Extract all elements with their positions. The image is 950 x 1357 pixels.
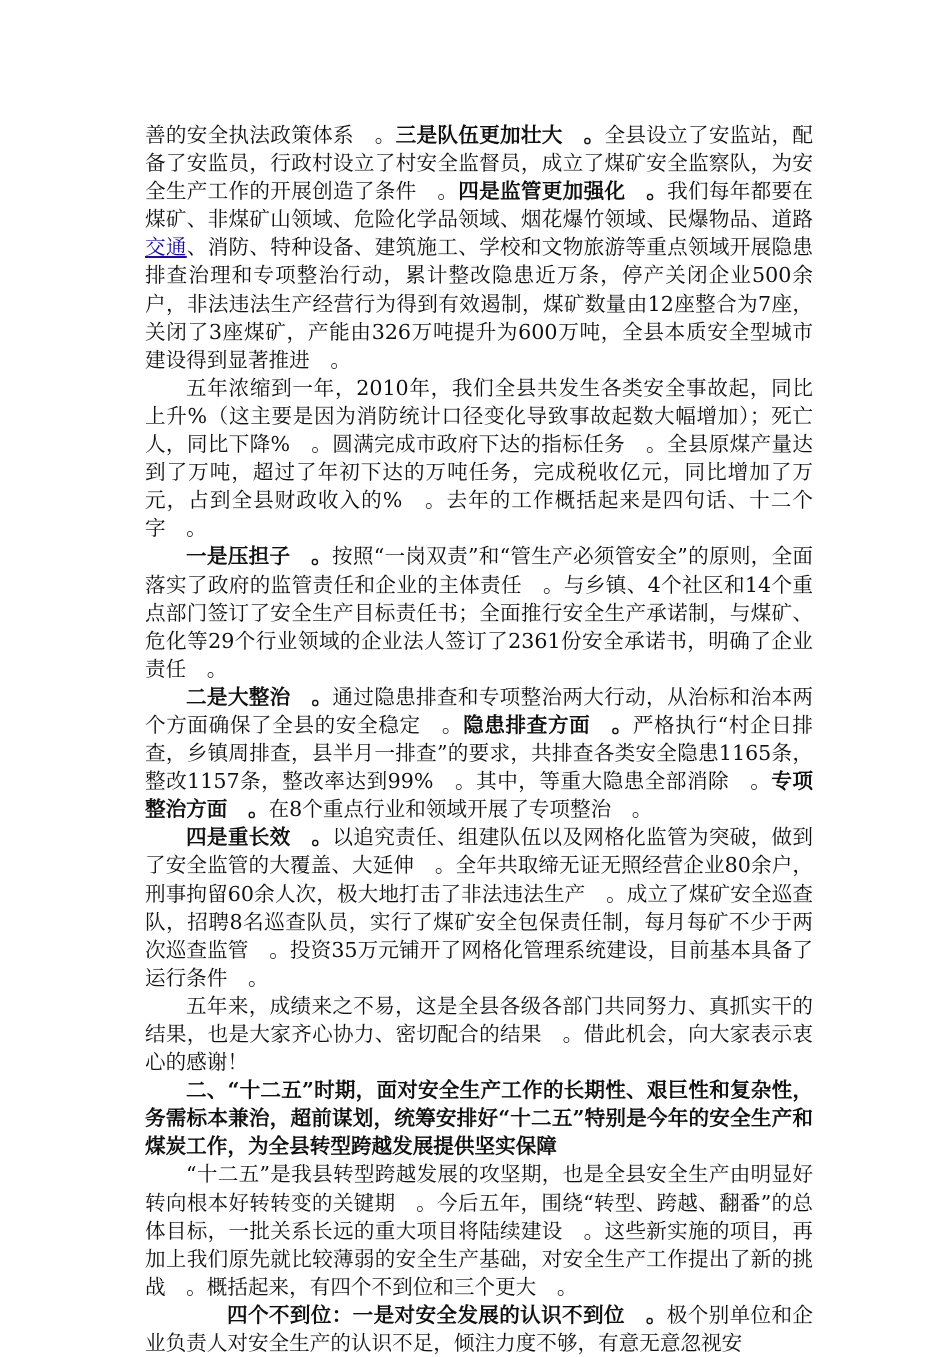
heading-run: 一是压担子 。 xyxy=(186,544,333,569)
text-run: 五年浓缩到一年，2010年，我们全县共发生各类安全事故起，同比上升%（这主要是因为消防统计口径变化导致事故起数大幅增加）；死亡人，同比下降% 。圆满完成市政府下达的指标任务 。全县原煤产量达到了万吨，超过了年初下达的万吨任务，完成税收亿元，同比增加了万元，占到全县财政收入的% 。去年的工作概括起来是四句话、十二个字 。 xyxy=(145,375,813,541)
text-run: 五年来，成绩来之不易，这是全县各级各部门共同努力、真抓实干的结果，也是大家齐心协力、密切配合的结果 。借此机会，向大家表示衷心的感谢！ xyxy=(145,993,813,1075)
text-run: 以追究责任、组建队伍以及网格化监管为突破，做到了安全监管的大覆盖、大延伸 。全年共取缔无证无照经营企业80余户，刑事拘留60余人次，极大地打击了非法违法生产 。成立了煤矿安全巡查队，招聘8名巡查队员，实行了煤矿安全包保责任制，每月每矿不少于两次巡查监管 。投资35万元铺开了网格化管理系统建设，目前基本具备了运行条件 。 xyxy=(145,825,813,990)
paragraph-9 xyxy=(145,1301,813,1357)
heading-run: 专项整治方面 。 xyxy=(145,769,813,822)
text-run: 极个别单位和企业负责人对安全生产的认识不足，倾注力度不够，有意无意忽视安 xyxy=(145,1302,814,1356)
paragraph-8 xyxy=(145,1160,813,1300)
section-heading xyxy=(145,1076,813,1160)
paragraph-4 xyxy=(145,683,813,823)
heading-run: 四是重长效 。 xyxy=(186,825,333,850)
text-run: 、消防、特种设备、建筑施工、学校和文物旅游等重点领域开展隐患排查治理和专项整治行动，累计整改隐患近万条，停产关闭企业500余户，非法违法生产经营行为得到有效遏制，煤矿数量由12座整合为7座，关闭了3座煤矿，产能由326万吨提升为600万吨，全县本质安全型城市建设得到显著推进 。 xyxy=(145,235,814,372)
heading-run: 隐患排查方面 。 xyxy=(463,712,633,737)
paragraph-6 xyxy=(145,992,813,1076)
heading-run: 二是大整治 。 xyxy=(186,684,333,709)
text-run: 在8个重点行业和领域开展了专项整治 。 xyxy=(268,797,653,822)
text-run: 通过隐患排查和专项整治两大行动，从治标和治本两个方面确保了全县的安全稳定 。 xyxy=(145,684,813,737)
text-run: 全县设立了安监站，配备了安监员，行政村设立了村安全监督员，成立了煤矿安全监察队，为安全生产工作的开展创造了条件 。 xyxy=(145,123,814,204)
text-run: 按照“一岗双责”和“管生产必须管安全”的原则，全面落实了政府的监管责任和企业的主体责任 。与乡镇、4个社区和14个重点部门签订了安全生产目标责任书；全面推行安全生产承诺制，与煤矿、危化等29个行业领域的企业法人签订了2361份安全承诺书，明确了企业责任 。 xyxy=(145,544,813,681)
text-run: 严格执行“村企日排查，乡镇周排查，县半月一排查”的要求，共排查各类安全隐患1165条，整改1157条，整改率达到99% 。其中，等重大隐患全部消除 。 xyxy=(145,712,814,794)
heading-run: 三是队伍更加壮大 。 xyxy=(395,123,605,147)
text-run: “十二五”是我县转型跨越发展的攻坚期，也是全县安全生产由明显好转向根本好转转变的关键期 。今后五年，围绕“转型、跨越、翻番”的总体目标，一批关系长远的重大项目将陆续建设 。这些新实施的项目，再加上我们原先就比较薄弱的安全生产基础，对安全生产工作提出了新的挑战 。概括起来，有四个不到位和三个更大 。 xyxy=(145,1162,813,1299)
document-body xyxy=(145,121,813,1357)
text-run: 善的安全执法政策体系 。 xyxy=(145,123,396,147)
paragraph-1 xyxy=(145,121,813,374)
paragraph-2 xyxy=(145,374,813,543)
paragraph-5 xyxy=(145,823,813,992)
heading-run: 四是监管更加强化 。 xyxy=(458,179,668,204)
traffic-link[interactable]: 交通 xyxy=(145,235,187,260)
heading-run: 四个不到位：一是对安全发展的认识不到位 。 xyxy=(227,1302,667,1327)
text-run: 我们每年都要在煤矿、非煤矿山领域、危险化学品领域、烟花爆竹领域、民爆物品、道路 xyxy=(145,179,814,232)
heading-run: 二、“十二五”时期，面对安全生产工作的长期性、艰巨性和复杂性，务需标本兼治，超前谋划，统筹安排好“十二五”特别是今年的安全生产和煤炭工作，为全县转型跨越发展提供坚实保障 xyxy=(145,1078,813,1159)
paragraph-3 xyxy=(145,542,813,682)
